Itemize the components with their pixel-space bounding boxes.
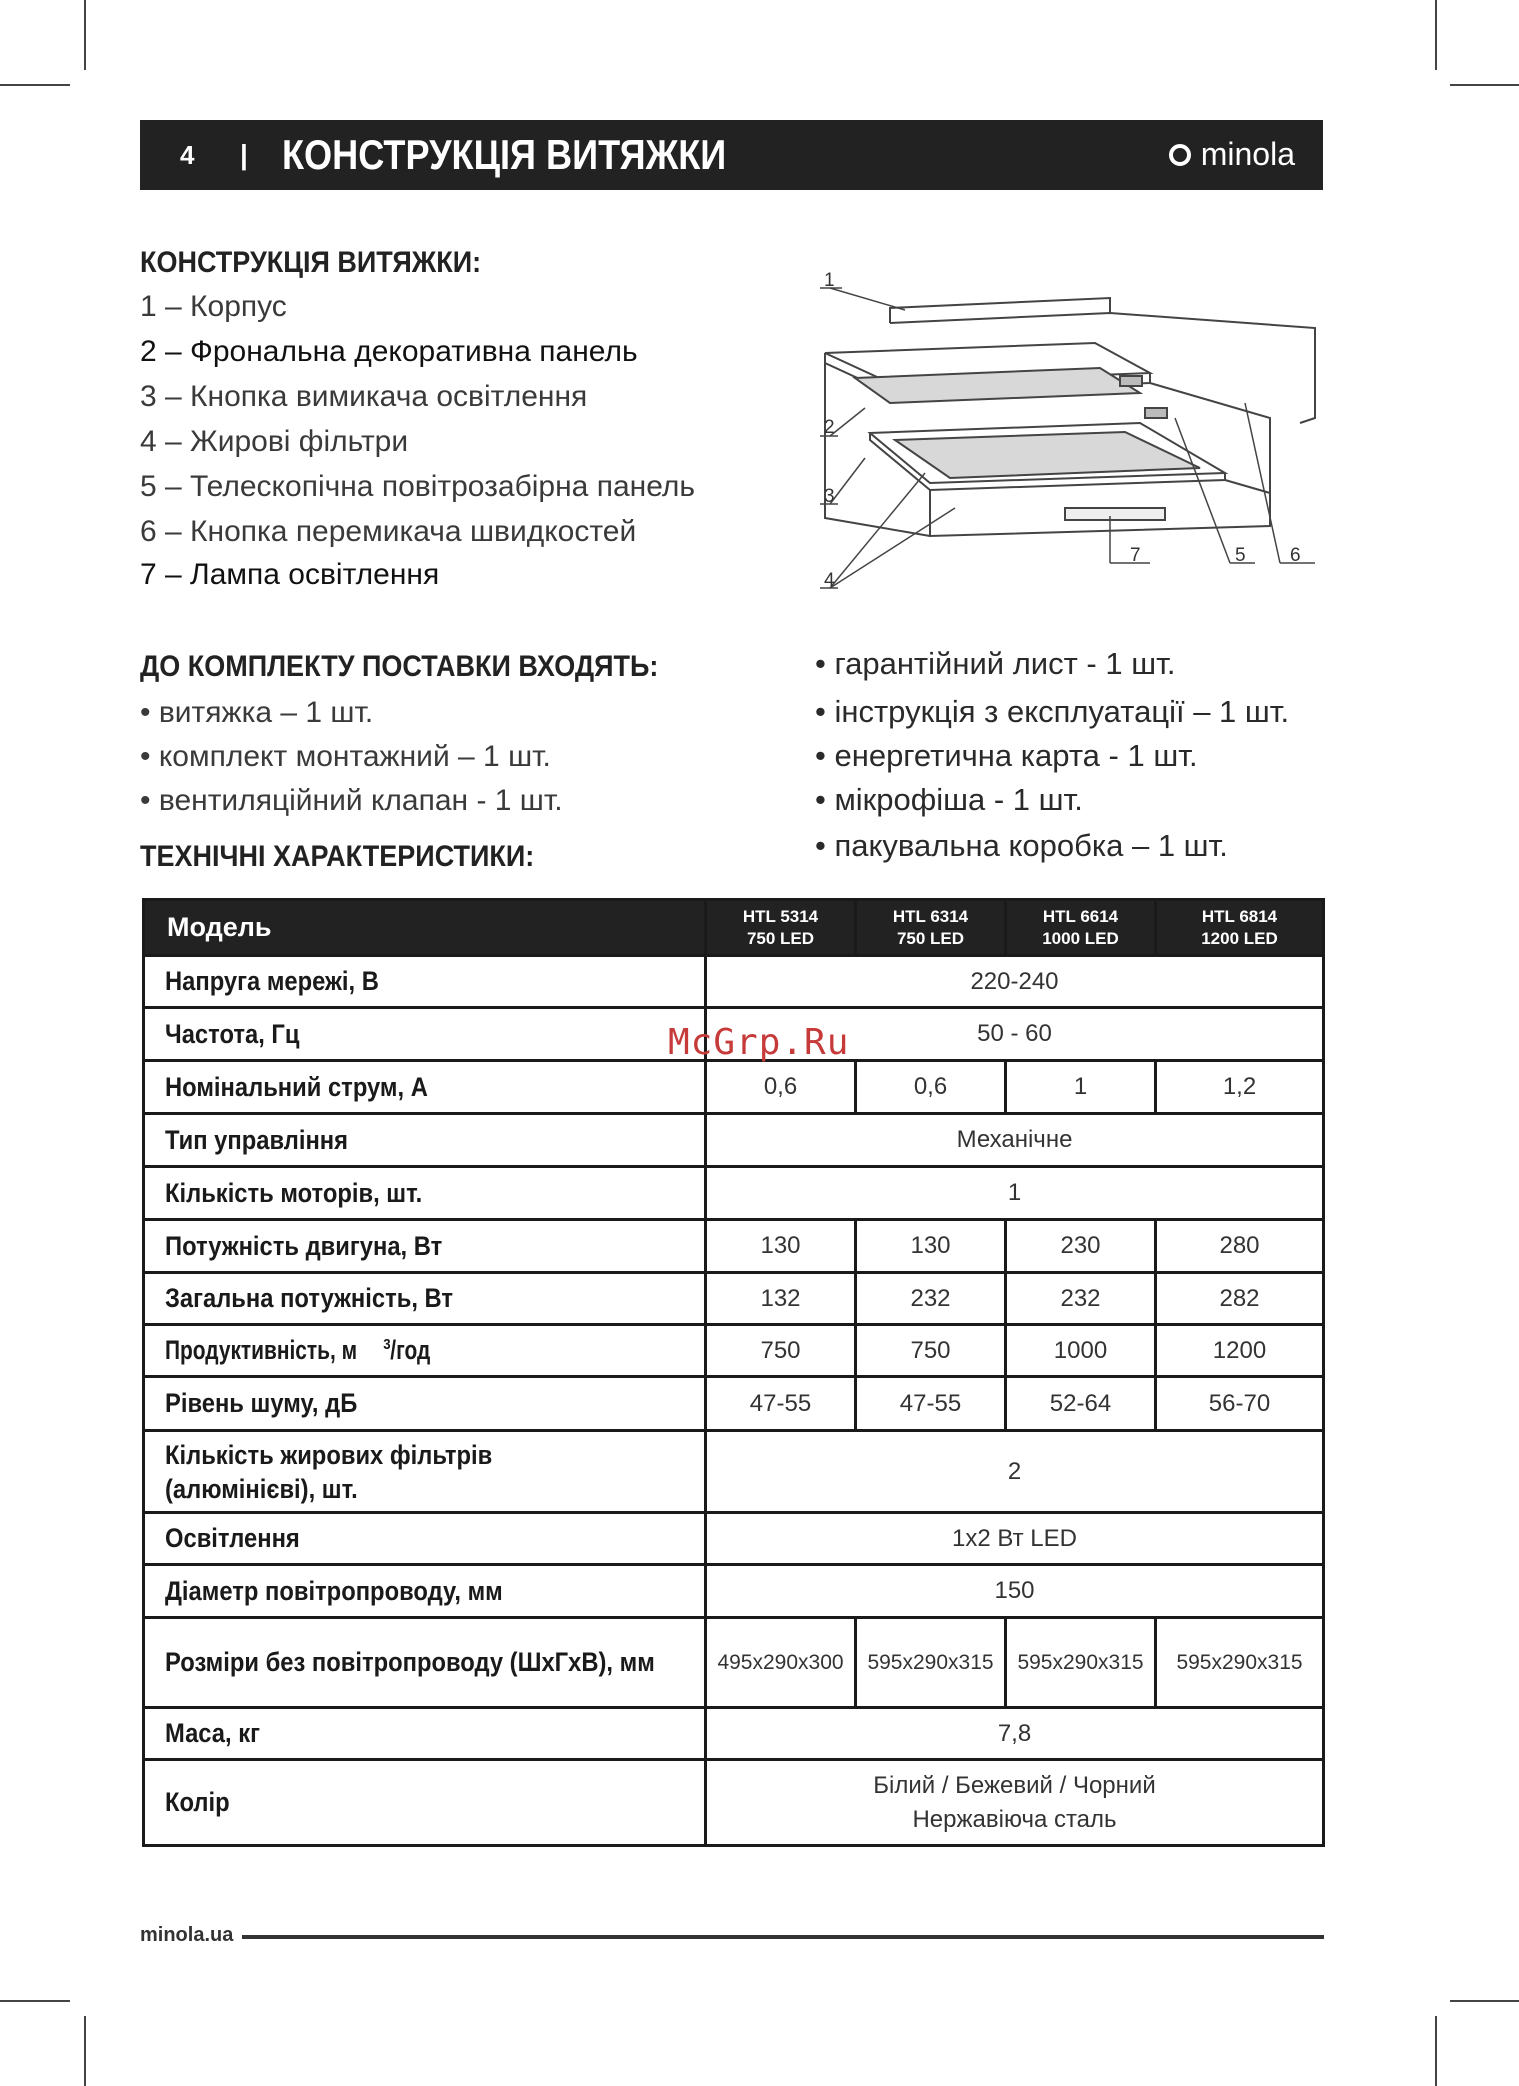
row-value: 50 - 60	[706, 1008, 1324, 1061]
diagram-lamp	[1065, 508, 1165, 520]
construction-item: 3 – Кнопка вимикача освітлення	[140, 380, 588, 413]
kit-item: • пакувальна коробка – 1 шт.	[815, 828, 1228, 863]
model-col-4: HTL 6814 1200 LED	[1156, 900, 1324, 956]
construction-item: 1 – Корпус	[140, 290, 287, 323]
row-cell: 1,2	[1156, 1061, 1324, 1114]
diagram-label-4: 4	[824, 570, 835, 591]
page-number: 4	[180, 139, 195, 170]
header-separator: |	[240, 139, 248, 170]
diagram-label-2: 2	[824, 417, 835, 438]
row-label: Діаметр повітропроводу, мм	[144, 1565, 706, 1618]
row-cell: 595x290x315	[1156, 1618, 1324, 1708]
row-cell: 232	[1006, 1273, 1156, 1325]
diagram-label-6: 6	[1290, 545, 1301, 566]
row-label: Маса, кг	[144, 1708, 706, 1760]
row-label: Освітлення	[144, 1513, 706, 1565]
row-cell: 130	[856, 1220, 1006, 1273]
kit-item: • енергетична карта - 1 шт.	[815, 738, 1198, 773]
row-value: Механічне	[706, 1114, 1324, 1167]
row-cell: 750	[706, 1325, 856, 1377]
table-row	[144, 1220, 1324, 1273]
construction-item: 5 – Телескопічна повітрозабірна панель	[140, 470, 696, 503]
row-cell: 280	[1156, 1220, 1324, 1273]
model-header: Модель	[144, 900, 706, 956]
table-row	[144, 1325, 1324, 1377]
diagram-filter-1	[855, 368, 1140, 403]
spec-header-row	[144, 900, 1324, 956]
construction-item: 7 – Лампа освітлення	[140, 558, 440, 591]
row-value: 2	[706, 1431, 1324, 1513]
row-cell: 1000	[1006, 1325, 1156, 1377]
diagram-switch-button	[1120, 376, 1142, 386]
row-value: 1	[706, 1167, 1324, 1220]
table-row	[144, 1618, 1324, 1708]
model-col-1: HTL 5314 750 LED	[706, 900, 856, 956]
footer-url: minola.ua	[140, 1924, 234, 1946]
kit-title: ДО КОМПЛЕКТУ ПОСТАВКИ ВХОДЯТЬ:	[140, 650, 659, 683]
crop-mark-bottom-left-h	[0, 2000, 70, 2002]
row-label: Кількість жирових фільтрів (алюмінієві), шт.	[144, 1431, 706, 1513]
model-col-2: HTL 6314 750 LED	[856, 900, 1006, 956]
table-row	[144, 1565, 1324, 1618]
row-cell: 232	[856, 1273, 1006, 1325]
table-row	[144, 1513, 1324, 1565]
row-value: Білий / Бежевий / Чорний Нержавіюча сталь	[706, 1760, 1324, 1846]
table-row	[144, 1377, 1324, 1431]
row-cell: 282	[1156, 1273, 1324, 1325]
crop-mark-bottom-right-v	[1435, 2016, 1437, 2086]
watermark: McGrp.Ru	[668, 1022, 850, 1063]
row-value: 7,8	[706, 1708, 1324, 1760]
row-label: Розміри без повітропроводу (ШхГхВ), мм	[144, 1618, 706, 1708]
kit-item: • інструкція з експлуатації – 1 шт.	[815, 694, 1290, 729]
diagram-label-3: 3	[824, 486, 835, 507]
table-row	[144, 1431, 1324, 1513]
crop-mark-top-left-h	[0, 84, 70, 86]
row-label: Продуктивність, м $^3$/год	[144, 1325, 706, 1377]
model-col-3: HTL 6614 1000 LED	[1006, 900, 1156, 956]
diagram-label-7: 7	[1130, 545, 1141, 566]
construction-title: КОНСТРУКЦІЯ ВИТЯЖКИ:	[140, 246, 482, 279]
brand-logo	[1169, 136, 1295, 173]
table-row	[144, 1167, 1324, 1220]
crop-mark-top-left-v	[84, 0, 86, 70]
row-label: Номінальний струм, А	[144, 1061, 706, 1114]
page-header	[140, 120, 1323, 190]
row-cell: 47-55	[856, 1377, 1006, 1431]
brand-ring-icon	[1169, 144, 1191, 166]
row-cell: 56-70	[1156, 1377, 1324, 1431]
crop-mark-bottom-right-h	[1450, 2000, 1519, 2002]
kit-item: • комплект монтажний – 1 шт.	[140, 740, 551, 773]
row-cell: 1200	[1156, 1325, 1324, 1377]
crop-mark-top-right-v	[1435, 0, 1437, 70]
table-row	[144, 1061, 1324, 1114]
row-cell: 0,6	[706, 1061, 856, 1114]
row-value: 150	[706, 1565, 1324, 1618]
row-cell: 595x290x315	[856, 1618, 1006, 1708]
row-label: Рівень шуму, дБ	[144, 1377, 706, 1431]
construction-item: 4 – Жирові фільтри	[140, 425, 409, 458]
diagram-body-top	[890, 313, 1315, 423]
table-row	[144, 1114, 1324, 1167]
row-cell: 495x290x300	[706, 1618, 856, 1708]
diagram-label-1: 1	[824, 270, 835, 291]
row-value: 1x2 Вт LED	[706, 1513, 1324, 1565]
kit-item: • гарантійний лист - 1 шт.	[815, 646, 1176, 681]
diagram-label-5: 5	[1235, 545, 1246, 566]
row-label: Тип управління	[144, 1114, 706, 1167]
table-row	[144, 1708, 1324, 1760]
row-cell: 52-64	[1006, 1377, 1156, 1431]
table-row	[144, 1273, 1324, 1325]
row-value: 220-240	[706, 956, 1324, 1008]
brand-name: minola	[1200, 136, 1295, 172]
crop-mark-bottom-left-v	[84, 2016, 86, 2086]
row-label: Частота, Гц	[144, 1008, 706, 1061]
crop-mark-top-right-h	[1450, 84, 1519, 86]
footer-divider	[242, 1935, 1324, 1939]
hood-diagram	[810, 268, 1330, 608]
row-cell: 230	[1006, 1220, 1156, 1273]
row-cell: 130	[706, 1220, 856, 1273]
row-label: Колір	[144, 1760, 706, 1846]
row-label: Напруга мережі, В	[144, 956, 706, 1008]
row-cell: 595x290x315	[1006, 1618, 1156, 1708]
diagram-filter-2	[895, 432, 1200, 478]
page-title: КОНСТРУКЦІЯ ВИТЯЖКИ	[282, 131, 727, 178]
construction-item: 2 – Фрональна декоративна панель	[140, 335, 638, 368]
row-cell: 750	[856, 1325, 1006, 1377]
specs-title: ТЕХНІЧНІ ХАРАКТЕРИСТИКИ:	[140, 840, 535, 873]
row-label: Кількість моторів, шт.	[144, 1167, 706, 1220]
table-row	[144, 1760, 1324, 1846]
table-row	[144, 956, 1324, 1008]
row-label: Загальна потужність, Вт	[144, 1273, 706, 1325]
kit-item: • витяжка – 1 шт.	[140, 696, 374, 729]
kit-item: • вентиляційний клапан - 1 шт.	[140, 784, 563, 817]
row-cell: 47-55	[706, 1377, 856, 1431]
kit-item: • мікрофіша - 1 шт.	[815, 782, 1083, 817]
row-label: Потужність двигуна, Вт	[144, 1220, 706, 1273]
row-cell: 1	[1006, 1061, 1156, 1114]
construction-item: 6 – Кнопка перемикача швидкостей	[140, 515, 637, 548]
row-cell: 132	[706, 1273, 856, 1325]
row-cell: 0,6	[856, 1061, 1006, 1114]
diagram-speed-button	[1145, 408, 1167, 418]
